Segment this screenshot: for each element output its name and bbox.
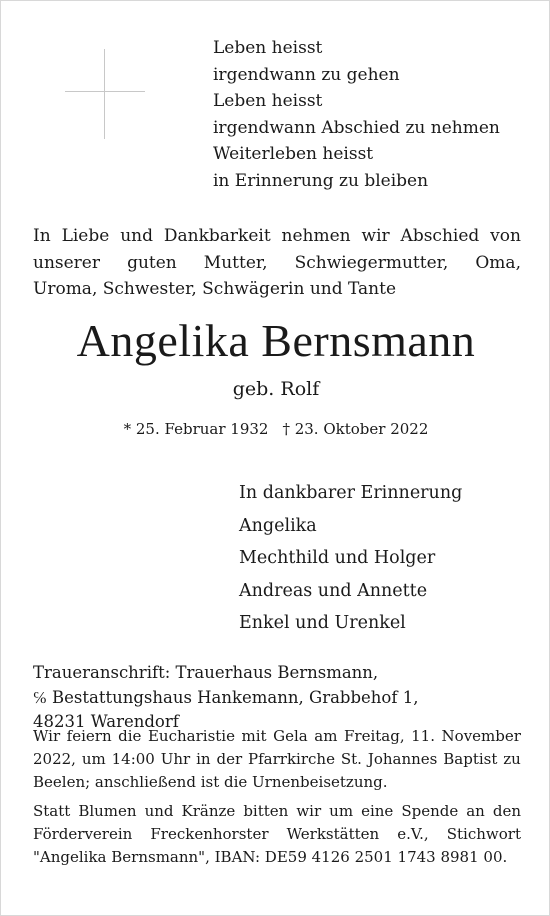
service-line-3: Beelen; anschließend ist die Urnenbeisetzung. (33, 773, 388, 791)
word: Schwiegermutter, (294, 252, 449, 273)
word: Kränze (181, 802, 236, 820)
word: Blumen (78, 802, 137, 820)
word: Abschied (400, 226, 480, 246)
word: der (216, 750, 243, 768)
deceased-name: Angelika Bernsmann (76, 315, 476, 366)
address-line: ℅ Bestattungshaus Hankemann, Grabbehof 1, (33, 687, 419, 707)
word: unserer (33, 252, 100, 273)
intro-text (33, 223, 521, 303)
service-line-1 (33, 725, 521, 748)
birth-name: geb. Rolf (232, 378, 320, 400)
word: guten (127, 252, 177, 273)
word: Statt (33, 802, 71, 820)
mourning-address (33, 661, 521, 735)
donation-line-1 (33, 800, 521, 823)
poem-line: irgendwann zu gehen (213, 64, 400, 85)
intro-line-3: Uroma, Schwester, Schwägerin und Tante (33, 279, 397, 299)
word: den (492, 802, 521, 820)
poem (213, 35, 533, 194)
word: Werkstätten (286, 825, 380, 843)
word: November (441, 727, 521, 745)
word: Mutter, (203, 252, 268, 273)
word: Wir (33, 727, 61, 745)
word: an (466, 802, 485, 820)
word: feiern (66, 727, 112, 745)
service-info (33, 725, 521, 794)
mourner-name: Enkel und Urenkel (239, 613, 406, 633)
word: am (314, 727, 338, 745)
word: Uhr (160, 750, 191, 768)
cross-icon (65, 49, 145, 139)
word: In (33, 226, 51, 246)
word: Baptist (443, 750, 498, 768)
word: um (329, 802, 354, 820)
word: 14:00 (111, 750, 155, 768)
word: Spende (401, 802, 459, 820)
address-line: 48231 Warendorf (33, 712, 179, 731)
word: bitten (243, 802, 289, 820)
poem-line: Leben heisst (213, 38, 323, 58)
intro-line-1 (33, 223, 521, 250)
word: Eucharistie (147, 727, 235, 745)
poem-line: irgendwann Abschied zu nehmen (213, 117, 500, 138)
donation-info (33, 800, 521, 869)
word: 11. (411, 727, 435, 745)
poem-line: Weiterleben heisst (213, 144, 374, 164)
word: Freitag, (344, 727, 405, 745)
word: Liebe (61, 226, 110, 246)
word: nehmen (281, 226, 351, 246)
mourner-name: Angelika (239, 515, 317, 536)
address-line: Traueranschrift: Trauerhaus Bernsmann, (33, 663, 379, 682)
word: eine (361, 802, 394, 820)
service-line-2 (33, 748, 521, 771)
word: und (120, 226, 153, 246)
word: 2022, (33, 750, 76, 768)
word: Gela (273, 727, 308, 745)
birth-date: * 25. Februar 1932 (123, 420, 269, 438)
word: St. (340, 750, 362, 768)
word: zu (503, 750, 521, 768)
donation-line-2 (33, 823, 521, 846)
word: die (118, 727, 142, 745)
word: wir (296, 802, 322, 820)
word: Oma, (475, 252, 521, 273)
word: mit (241, 727, 267, 745)
mourner-name: Andreas und Annette (239, 580, 428, 601)
donation-line-3: "Angelika Bernsmann", IBAN: DE59 4126 2501 1743 8981 00. (33, 848, 508, 866)
word: in (196, 750, 211, 768)
word: wir (361, 226, 390, 246)
mourners-heading: In dankbarer Erinnerung (239, 483, 463, 503)
word: Stichwort (446, 825, 521, 843)
poem-line: in Erinnerung zu bleiben (213, 170, 429, 191)
mourners (239, 477, 539, 640)
death-date: † 23. Oktober 2022 (282, 420, 429, 438)
intro-line-2 (33, 250, 521, 277)
word: e.V., (397, 825, 429, 843)
word: Pfarrkirche (248, 750, 335, 768)
word: Förderverein (33, 825, 133, 843)
word: Johannes (367, 750, 438, 768)
life-dates (1, 417, 550, 441)
word: und (144, 802, 174, 820)
word: Freckenhorster (150, 825, 269, 843)
word: von (490, 226, 521, 246)
poem-line: Leben heisst (213, 91, 323, 111)
word: Dankbarkeit (163, 226, 271, 246)
word: um (81, 750, 106, 768)
mourner-name: Mechthild und Holger (239, 548, 436, 568)
